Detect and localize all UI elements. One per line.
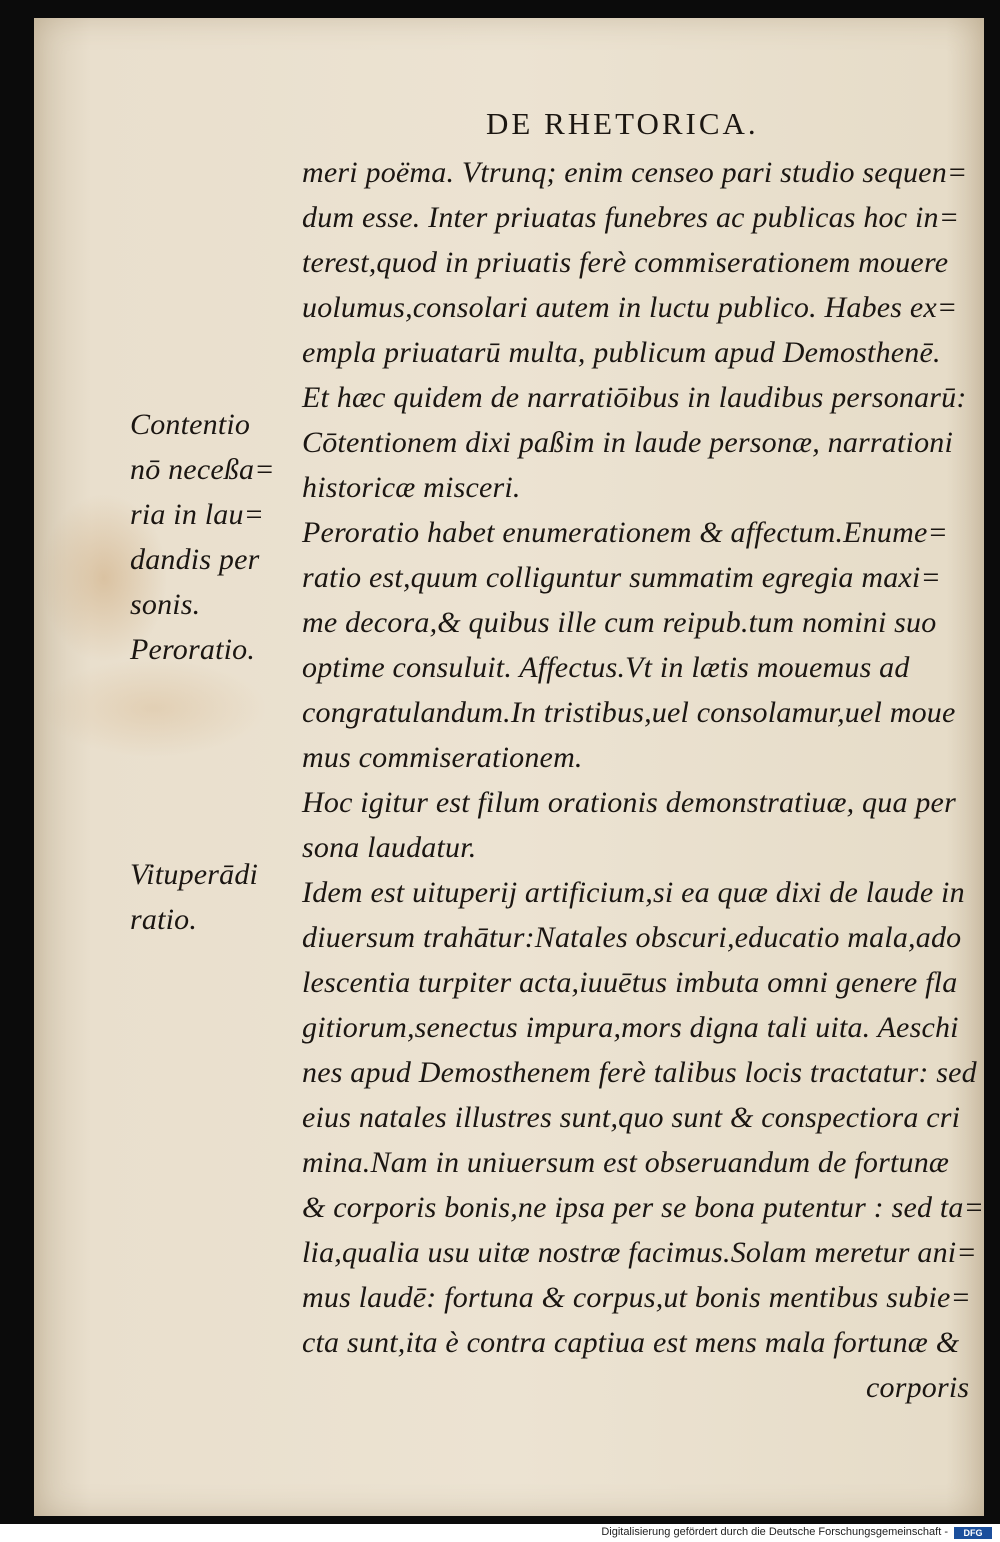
text-line: Hoc igitur est filum orationis demonstratiuæ, qua per	[302, 786, 956, 819]
text-line: congratulandum.In tristibus,uel consolamur,uel moue	[302, 696, 956, 729]
text-line: sona laudatur.	[302, 831, 477, 864]
text-line: me decora,& quibus ille cum reipub.tum nomini suo	[302, 606, 937, 639]
text-line: historicæ misceri.	[302, 471, 521, 504]
margin-note: sonis.	[130, 588, 201, 621]
text-line: optime consuluit. Affectus.Vt in lætis mouemus ad	[302, 651, 910, 684]
text-line: diuersum trahātur:Natales obscuri,educatio mala,ado	[302, 921, 962, 954]
text-line: mina.Nam in uniuersum est obseruandum de fortunæ	[302, 1146, 950, 1179]
text-line: lescentia turpiter acta,iuuētus imbuta omni genere fla	[302, 966, 958, 999]
book-page	[34, 18, 984, 1516]
catchword: corporis	[866, 1371, 970, 1404]
text-line: mus commiserationem.	[302, 741, 583, 774]
dfg-logo-icon[interactable]: DFG	[954, 1527, 992, 1539]
text-line: dum esse. Inter priuatas funebres ac publicas hoc in=	[302, 201, 960, 234]
text-line: mus laudē: fortuna & corpus,ut bonis mentibus subie=	[302, 1281, 971, 1314]
text-line: Idem est uituperij artificium,si ea quæ dixi de laude in	[302, 876, 965, 909]
text-line: empla priuatarū multa, publicum apud Demosthenē.	[302, 336, 941, 369]
text-line: uolumus,consolari autem in luctu publico. Habes ex=	[302, 291, 958, 324]
text-line: cta sunt,ita è contra captiua est mens mala fortunæ &	[302, 1326, 960, 1359]
text-line: ratio est,quum colliguntur summatim egregia maxi=	[302, 561, 941, 594]
text-line: nes apud Demosthenem ferè talibus locis tractatur: sed	[302, 1056, 977, 1089]
margin-note: ratio.	[130, 903, 198, 936]
margin-note: nō neceßa=	[130, 453, 275, 486]
text-line: Peroratio habet enumerationem & affectum.Enume=	[302, 516, 948, 549]
text-line: terest,quod in priuatis ferè commiserationem mouere	[302, 246, 949, 279]
running-head: DE RHETORICA.	[486, 106, 759, 141]
margin-note: Vituperādi	[130, 858, 259, 891]
margin-note: Contentio	[130, 408, 251, 441]
text-line: Cōtentionem dixi paßim in laude personæ, narrationi	[302, 426, 954, 459]
text-line: meri poëma. Vtrunq; enim censeo pari studio sequen=	[302, 156, 968, 189]
margin-note: dandis per	[130, 543, 260, 576]
text-line: gitiorum,senectus impura,mors digna tali uita. Aeschi	[302, 1011, 959, 1044]
text-line: lia,qualia usu uitæ nostræ facimus.Solam meretur ani=	[302, 1236, 977, 1269]
margin-note: ria in lau=	[130, 498, 265, 531]
text-line: Et hæc quidem de narratiōibus in laudibus personarū:	[302, 381, 967, 414]
text-line: & corporis bonis,ne ipsa per se bona putentur : sed ta=	[302, 1191, 985, 1224]
text-line: eius natales illustres sunt,quo sunt & conspectiora cri	[302, 1101, 961, 1134]
footer-credit: Digitalisierung gefördert durch die Deutsche Forschungsgemeinschaft -	[601, 1526, 948, 1538]
digitization-footer	[0, 1524, 1000, 1542]
margin-note: Peroratio.	[130, 633, 256, 666]
